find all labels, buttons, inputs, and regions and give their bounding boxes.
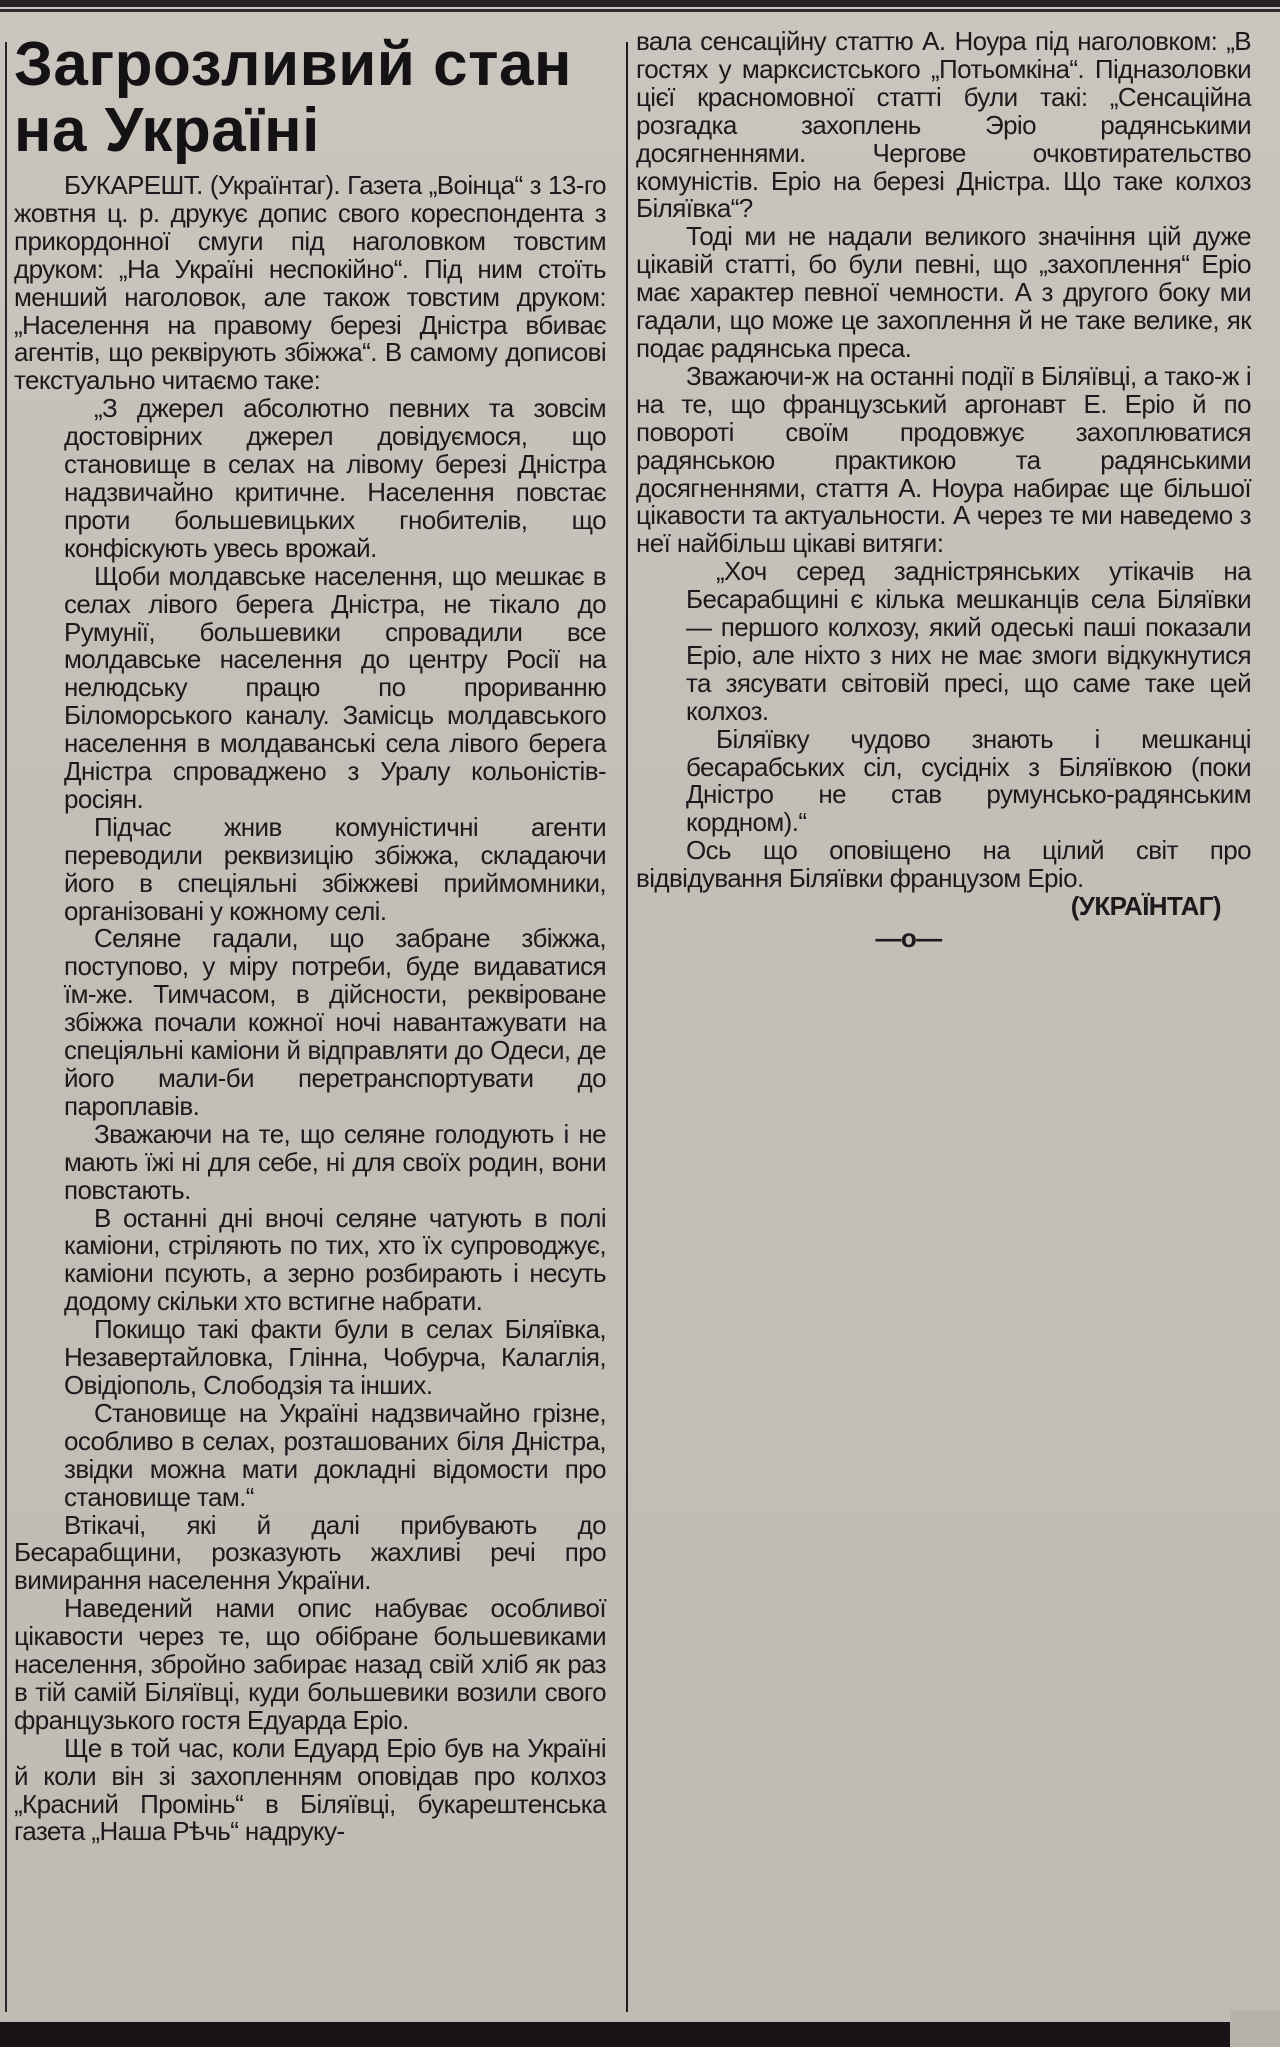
article-headline <box>14 32 614 164</box>
quote-paragraph: Селяне гадали, що забране збіжжа, поступово, у міру потреби, буде видаватися їм-же. Тимчасом, в дійсности, реквіроване збіжжа почали кожної ночі навантажувати на спеціяльні каміони й відправляти до Одеси, де його мали-би перетранспортувати до пароплавів. <box>64 923 606 1121</box>
top-rule <box>0 9 1280 12</box>
body-paragraph: Наведений нами опис набуває особливої цікавости через те, що обібране большевиками населення, збройно забирає назад свій хліб як раз в тій самій Біляївці, куди большевики возили свого французького гостя Едуарда Еріо. <box>14 1593 606 1735</box>
top-dark-band <box>0 0 1280 7</box>
column-divider-rule <box>626 42 628 2012</box>
agency-signature: (УКРАЇНТАГ) <box>1070 891 1221 922</box>
quote-paragraph: Щоби молдавське населення, що мешкає в селах лівого берега Дністра, не тікало до Румунії, большевики спровадили все молдавське населення до центру Росії на нелюдську працю по прориванню Біломорського каналу. Замісць молдавського населення в молдаванські села лівого берега Дністра спроваджено з Уралу кольоністів-росіян. <box>64 560 606 814</box>
quote-paragraph: Підчас жнив комуністичні агенти переводили реквизицію збіжжа, складаючи його в спеціяльні збіжжеві приймомники, організовані у кожному селі. <box>64 811 606 926</box>
quote-paragraph: Покищо такі факти були в селах Біляївка, Незавертайловка, Глінна, Чобурча, Калаглія, Овідіополь, Слободзія та інших. <box>64 1314 606 1400</box>
left-column-rule <box>5 42 7 2012</box>
quote-paragraph: Біляївку чудово знають і мешканці бесарабських сіл, сусідніх з Біляївкою (поки Дністро не став румунсько-радянським кордном).“ <box>686 723 1251 838</box>
quote-paragraph: Зважаючи на те, що селяне голодують і не мають їжі ні для себе, ні для своїх родин, вони повстають. <box>64 1118 606 1205</box>
bottom-dark-band <box>0 2022 1230 2047</box>
headline-line-2: на Україні <box>14 96 320 165</box>
continuation-paragraph: вала сенсаційну статтю А. Ноура під наголовком: „В гостях у марксистського „Потьомкіна“. Підназоловки цієї красномовної статті були такі: „Сенсаційна розгадка захоплень Эріо радянськими досягненнями. Чергове очковтирательство комуністів. Еріо на березі Дністра. Що таке колхоз Біляївка“? <box>636 26 1251 224</box>
body-paragraph: Зважаючи-ж на останні події в Біляївці, а тако-ж і на те, що французський аргонавт Е. Еріо й по повороті своїм продовжує захоплюватися радянською практикою та радянськими досягненнями, стаття А. Ноура набирає ще більшої цікавости та актуальности. А через те ми наведемо з неї найбільш цікаві витяги: <box>636 360 1251 559</box>
body-paragraph: Втікачі, які й далі прибувають до Бесарабщини, розказують жахливі речі про вимирання населення України. <box>14 1509 606 1596</box>
left-column <box>14 172 606 1846</box>
right-column <box>636 28 1251 953</box>
quote-paragraph: „З джерел абсолютно певних та зовсім достовірних джерел довідуємося, що становище в селах на лівому березі Дністра надзвичайно критичне. Населення повстає проти большевицьких гнобителів, що конфіскують увесь врожай. <box>64 393 606 563</box>
quote-paragraph: Становище на Україні надзвичайно грізне, особливо в селах, розташованих біля Дністра, звідки можна мати докладні відомости про становище там.“ <box>64 1397 606 1512</box>
closing-paragraph: Ось що оповіщено на цілий світ про відвідування Біляївки французом Еріо. <box>636 835 1251 894</box>
body-paragraph: Ще в той час, коли Едуард Еріо був на Україні й коли він зі захопленням оповідав про колхоз „Красний Промінь“ в Біляївці, букарештенська газета „Наша Рѣчь“ надруку- <box>14 1732 606 1847</box>
body-paragraph: Тоді ми не надали великого значіння цій дуже цікавій статті, бо були певні, що „захоплення“ Еріо має характер певної чемности. А з другого боку ми гадали, що може це захоплення й не таке велике, як подає радянська преса. <box>636 221 1251 363</box>
end-mark: —o— <box>875 923 942 953</box>
headline-line-1: Загрозливий стан <box>14 30 572 99</box>
quote-paragraph: „Хоч серед задністрянських утікачів на Бесарабщині є кілька мешканців села Біляївки — першого колхозу, який одеські паші показали Еріо, але ніхто з них не має змоги відкукнутися та зясувати світовій пресі, що саме таке цей колхоз. <box>686 556 1251 726</box>
lead-paragraph: БУКАРЕШТ. (Українтаг). Газета „Воінца“ з 13-го жовтня ц. р. друкує допис свого кореспондента з прикордонної смуги під наголовком товстим друком: „На Україні неспокійно“. Під ним стоїть менший наголовок, але також товстим друком: „Населення на правому березі Дністра вбиває агентів, що реквірують збіжжа“. В самому дописові текстуально читаємо таке: <box>14 170 606 396</box>
quote-paragraph: В останні дні вночі селяне чатують в полі каміони, стріляють по тих, хто їх супроводжує, каміони псують, а зерно розбирають і несуть додому скільки хто встигне набрати. <box>64 1202 606 1317</box>
bottom-right-corner <box>1230 2010 1280 2047</box>
